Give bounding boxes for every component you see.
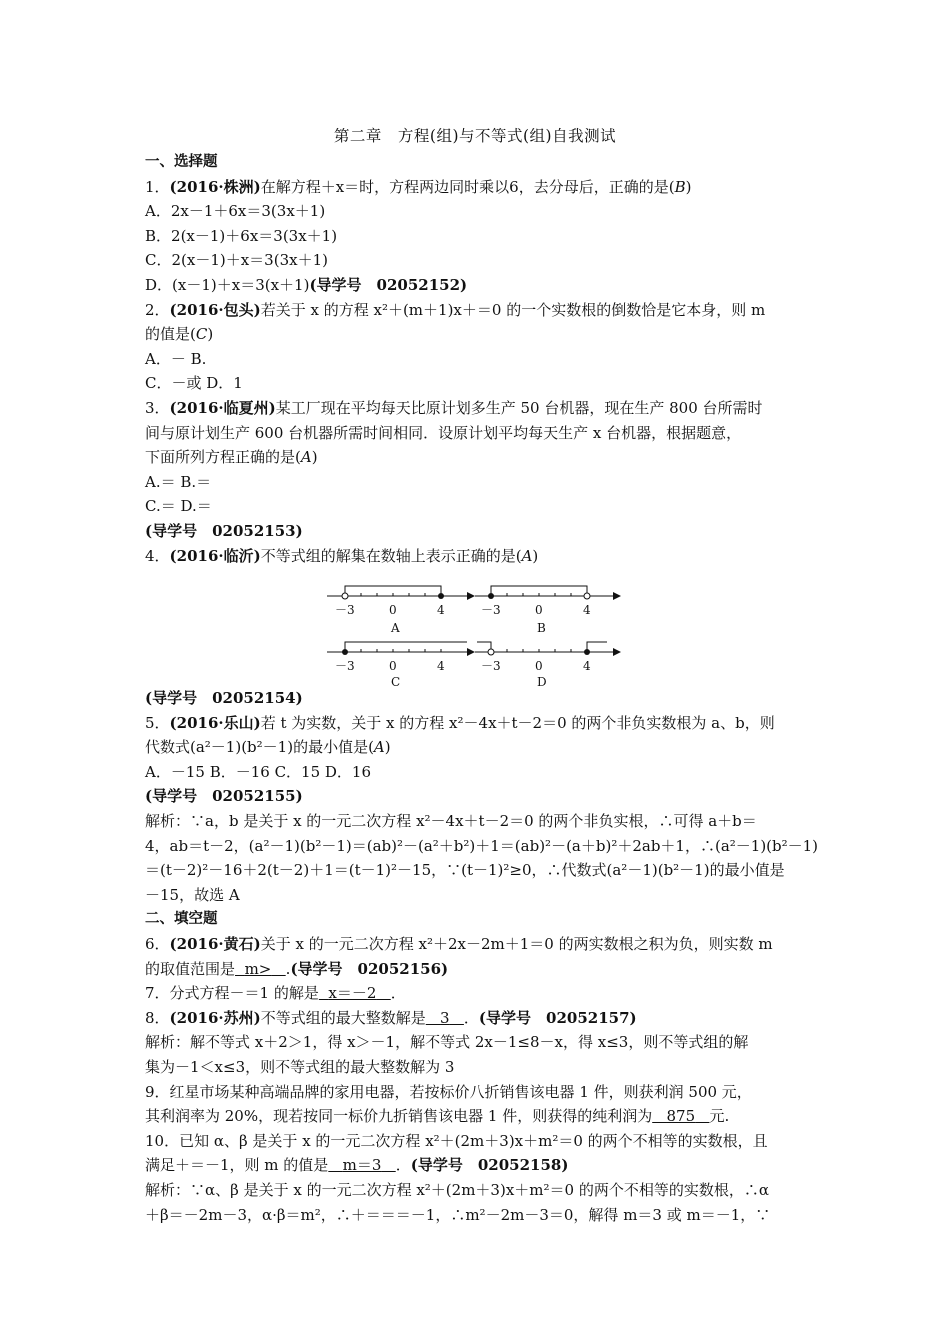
question-3-stem: 3．(2016·临夏州)某工厂现在平均每天比原计划多生产 50 台机器，现在生产 800 台所需时 [145,398,763,417]
tick-label: 4 [583,659,591,674]
number-line-b [475,586,621,635]
section-heading-fill: 二、填空题 [145,911,218,928]
document-body [145,150,819,1227]
question-1-option-d: D．(x－1)＋x＝3(x＋1)(导学号 02052152) [145,275,468,294]
question-4-stem: 4．(2016·临沂)不等式组的解集在数轴上表示正确的是(A) [145,546,539,565]
question-3-options-ab: A.＝ B.＝ [145,472,212,491]
tick-label: －3 [481,659,501,674]
answer-choice: B [674,177,686,196]
question-6-stem-cont: 的取值范围是 m> .(导学号 02052156) [145,959,449,978]
question-8: 8．(2016·苏州)不等式组的最大整数解是 3 ．(导学号 02052157) [145,1008,637,1027]
tick-label: 0 [389,659,397,674]
guide-number: (导学号 02052155) [145,787,303,806]
guide-number: (导学号 02052156) [290,959,449,978]
question-3-stem-cont: 间与原计划生产 600 台机器所需时间相同．设原计划平均每天生产 x 台机器，根据题意， [145,423,742,442]
question-5-stem-cont: 代数式(a²－1)(b²－1)的最小值是(A) [145,738,391,757]
answer-blank: 875 [666,1107,696,1126]
guide-number: (导学号 02052157) [478,1008,637,1027]
number-line-c [327,642,475,686]
question-9-line-2: 其利润率为 20%，现若按同一标价九折销售该电器 1 件，则获得的纯利润为 875 元. [145,1107,730,1126]
question-2-options-ab: A．－ B. [145,349,207,368]
tick-label: 0 [535,603,543,618]
page-title: 第二章 方程(组)与不等式(组)自我测试 [333,127,617,145]
tick-label: 4 [437,603,445,618]
answer-choice: A [300,448,312,467]
question-7: 7．分式方程－＝1 的解是 x＝－2 ． [145,984,406,1003]
option-label: B [537,621,546,636]
number-line-options [325,568,765,686]
question-5-stem: 5．(2016·乐山)若 t 为实数，关于 x 的方程 x²－4x＋t－2＝0 的两个非负实数根为 a、b，则 [145,713,775,732]
tick-label: －3 [335,659,355,674]
question-1-option-a: A．2x－1＋6x＝3(3x＋1) [145,202,326,221]
guide-number: (导学号 02052158) [410,1156,569,1175]
question-10-solution-1: 解析：∵α、β 是关于 x 的一元二次方程 x²＋(2m＋3)x＋m²＝0 的两个不相等的实数根，∴α [145,1180,769,1199]
question-5-solution-1: 解析：∵a，b 是关于 x 的一元二次方程 x²－4x＋t－2＝0 的两个非负实根，∴可得 a＋b＝ [145,812,757,831]
answer-blank: m＝3 [342,1156,382,1175]
question-10-line-2: 满足＋＝－1，则 m 的值是 m＝3 ．(导学号 02052158) [145,1156,569,1175]
answer-blank: 3 [440,1008,450,1027]
question-1-stem: 1．(2016·株洲)在解方程＋x＝时，方程两边同时乘以6，去分母后，正确的是(B) [145,177,692,196]
tick-label: －3 [481,603,501,618]
question-3-options-cd: C.＝ D.＝ [145,497,212,516]
number-line-figure [145,568,813,686]
question-2-options-cd: C．－或 D．1 [145,374,243,393]
question-6-stem: 6．(2016·黄石)关于 x 的一元二次方程 x²＋2x－2m＋1＝0 的两实数根之积为负，则实数 m [145,935,773,954]
answer-choice: C [195,325,208,344]
question-2-stem: 2．(2016·包头)若关于 x 的方程 x²＋(m＋1)x＋＝0 的一个实数根的倒数恰是它本身，则 m [145,300,766,319]
tick-label: 0 [535,659,543,674]
answer-choice: A [521,546,533,565]
guide-number: (导学号 02052152) [309,275,468,294]
option-label: D [537,675,547,687]
tick-label: 4 [583,603,591,618]
question-1-option-b: B．2(x－1)＋6x＝3(3x＋1) [145,226,338,245]
tick-label: 4 [437,659,445,674]
question-2-stem-cont: 的值是(C) [145,325,214,344]
question-5-options: A．－15 B．－16 C．15 D．16 [145,762,372,781]
question-1-option-c: C．2(x－1)＋x＝3(3x＋1) [145,251,328,270]
question-8-solution-1: 解析：解不等式 x＋2＞1，得 x＞－1，解不等式 2x－1≤8－x，得 x≤3，则不等式组的解 [145,1033,749,1052]
question-10-line-1: 10．已知 α、β 是关于 x 的一元二次方程 x²＋(2m＋3)x＋m²＝0 的两个不相等的实数根，且 [145,1131,768,1150]
option-label: A [391,621,400,636]
tick-label: －3 [335,603,355,618]
answer-choice: A [373,738,385,757]
guide-number: (导学号 02052154) [145,689,303,708]
tick-label: 0 [389,603,397,618]
answer-blank: m> [244,959,272,978]
section-heading-choice: 一、选择题 [145,154,218,170]
question-5-solution-4: －15，故选 A [145,885,240,904]
guide-number: (导学号 02052153) [145,521,303,540]
question-5-solution-3: ＝(t－2)²－16＋2(t－2)＋1＝(t－1)²－15，∵(t－1)²≥0，∴代数式(a²－1)(b²－1)的最小值是 [145,861,785,880]
question-10-solution-2: ＋β＝－2m－3，α·β＝m²，∴＋＝＝＝－1，∴m²－2m－3＝0，解得 m＝3 或 m＝－1，∵ [145,1205,771,1224]
question-8-solution-2: 集为－1＜x≤3，则不等式组的最大整数解为 3 [145,1058,455,1076]
number-line-d [475,642,621,686]
number-line-a [327,586,475,635]
question-9-line-1: 9．红星市场某种高端品牌的家用电器，若按标价八折销售该电器 1 件，则获利润 500 元， [145,1082,752,1101]
question-3-stem-end: 下面所列方程正确的是(A) [145,448,318,467]
option-label: C [391,675,401,687]
question-5-solution-2: 4，ab＝t－2，(a²－1)(b²－1)＝(ab)²－(a²＋b²)＋1＝(ab)²－(a＋b)²＋2ab＋1，∴(a²－1)(b²－1) [145,836,819,855]
answer-blank: x＝－2 [328,984,377,1003]
